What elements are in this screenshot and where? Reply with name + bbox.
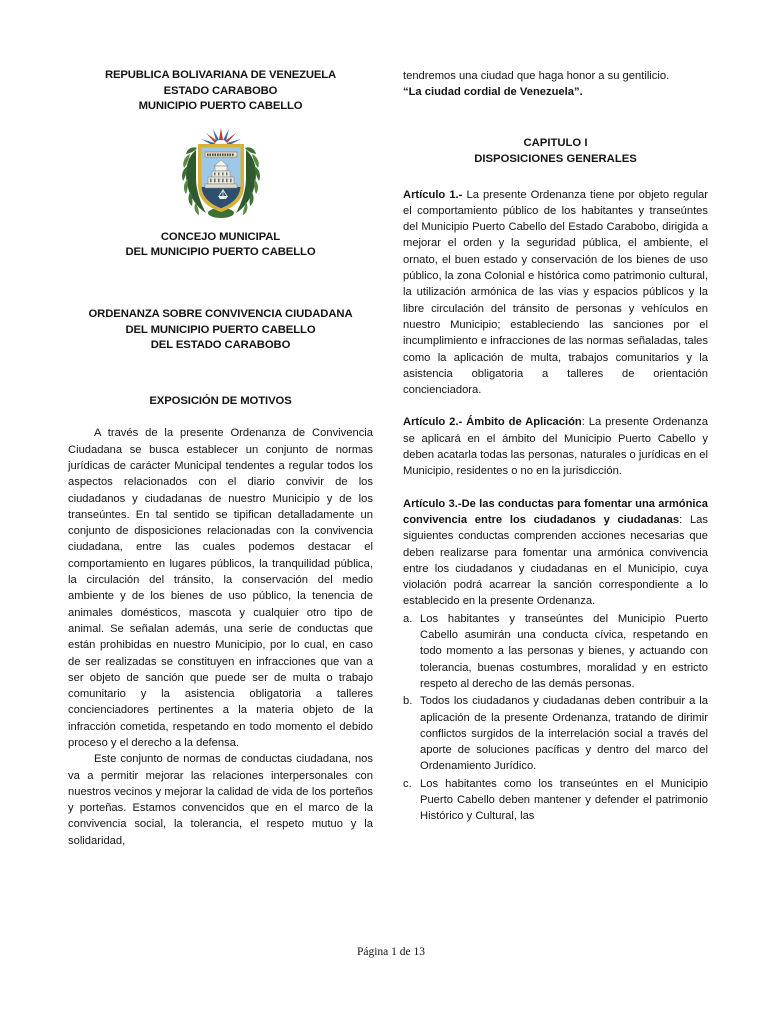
- chapter-heading: [403, 135, 708, 167]
- list-item: [403, 611, 708, 692]
- council-line-2: DEL MUNICIPIO PUERTO CABELLO: [125, 246, 316, 259]
- article-2-text: : La presente Ordenanza se aplicará en el ámbito del Municipio Puerto Cabello y deben acatarla todas las personas, naturales o jurídicas en el Municipio, residentes o no en la jurisdicción.: [403, 416, 708, 478]
- article-2-title: Ámbito de Aplicación: [462, 416, 582, 429]
- council-line-1: CONCEJO MUNICIPAL: [160, 230, 281, 243]
- two-column-layout: [68, 68, 708, 948]
- header-line-municipality: MUNICIPIO PUERTO CABELLO: [138, 100, 303, 113]
- exposicion-paragraph-2: Este conjunto de normas de conductas ciudadana, nos va a permitir mejorar las relaciones interpersonales con nuestros vecinos y mejorar la calidad de vida de los porteños y porteñas. Estamos convencidos que en el marco de la convivencia social, la tolerancia, el respeto mutuo y la solidaridad,: [68, 753, 373, 847]
- list-text-b: Todos los ciudadanos y ciudadanas deben contribuir a la aplicación de la presente Ordenanza, tratando de dirimir conflictos surgidos de la interrelación social a través del aporte de soluciones pacíficas y dentro del marco del Ordenamiento Jurídico.: [420, 695, 708, 773]
- article-3-list: [403, 611, 708, 825]
- ordinance-line-1: ORDENANZA SOBRE CONVIVENCIA CIUDADANA: [88, 307, 353, 320]
- article-3: [403, 496, 708, 610]
- list-item: [403, 776, 708, 825]
- exposicion-paragraph-1: A través de la presente Ordenanza de Convivencia Ciudadana se busca establecer un conjunto de normas jurídicas de carácter Municipal tendentes a regular todos los aspectos relacionados con el diario convivir de los ciudadanos y ciudadanas de nuestro Municipio y de los transeúntes. En tal sentido se tipifican detalladamente un conjunto de disposiciones relacionadas con la convivencia ciudadana, entre las cuales podemos destacar el comportamiento en lugares públicos, la tranquilidad pública, la circulación del tránsito, la conservación del medio ambiente y de los bienes de uso público, la tenencia de animales domésticos, mascota y cualquier otro tipo de animal. Se señalan además, una serie de conductas que están prohibidas en nuestro Municipio, por lo cual, en caso de ser realizadas se constituyen en infracciones que van a ser objeto de sanción que puede ser de multa o trabajo comunitario y la asistencia obligatoria a talleres concienciadores pertinentes a la materia objeto de la infracción cometida, respetando en todo momento el debido proceso y el derecho a la defensa.: [68, 427, 373, 749]
- continuation-text: tendremos una ciudad que haga honor a su gentilicio.: [403, 70, 670, 82]
- list-marker-a: a.: [403, 612, 413, 625]
- chapter-number: CAPITULO I: [523, 136, 588, 149]
- page-footer: [0, 946, 768, 958]
- article-1-text: La presente Ordenanza tiene por objeto regular el comportamiento público de los habitantes y transeúntes del Municipio Puerto Cabello del Estado Carabobo, dirigida a mejorar el orden y la seguridad pública, el ambiente, el ornato, el buen estado y conservación de los bienes de uso público, la zona Colonial e histórica como patrimonio cultural, la utilización armónica de las vias y espacios públicos y la libre circulación del tránsito de personas y vehículos en nuestro Municipio; estableciendo las sanciones por el incumplimiento e infracciones de las normas señaladas, tales como la aplicación de multa, trabajos comunitarios y la asistencia obligatoria a talleres de orientación concienciadora.: [403, 188, 709, 397]
- article-2: [403, 414, 708, 479]
- emblem-container: [68, 124, 373, 220]
- motto-line: “La ciudad cordial de Venezuela”.: [403, 86, 583, 99]
- ordinance-line-2: DEL MUNICIPIO PUERTO CABELLO: [125, 323, 316, 336]
- list-text-a: Los habitantes y transeúntes del Municipio Puerto Cabello asumirán una conducta cívica, respetando en todo momento a las personas y bienes, y actuando con tolerancia, buenas costumbres, moralidad y en estricto respeto al derecho de las demás personas.: [420, 612, 708, 690]
- list-marker-c: c.: [403, 777, 412, 790]
- list-text-c: Los habitantes como los transeúntes en el Municipio Puerto Cabello deben mantener y defender el patrimonio Histórico y Cultural, las: [420, 777, 708, 823]
- article-3-title: De las conductas para fomentar una armónica convivencia entre los ciudadanos y ciudadanas: [403, 497, 708, 526]
- list-item: [403, 693, 708, 774]
- ordinance-line-3: DEL ESTADO CARABOBO: [150, 339, 291, 352]
- section-title-exposicion: EXPOSICIÓN DE MOTIVOS: [149, 394, 292, 407]
- article-1: [403, 187, 708, 399]
- continuation-paragraph: [403, 68, 708, 84]
- article-2-label: Artículo 2.-: [403, 416, 463, 429]
- left-column: [68, 68, 373, 849]
- ordinance-heading: [68, 307, 373, 354]
- republic-header: [68, 68, 373, 115]
- list-marker-b: b.: [403, 695, 413, 708]
- header-line-state: ESTADO CARABOBO: [163, 84, 278, 97]
- council-heading: [68, 230, 373, 261]
- article-3-text: : Las siguientes conductas comprenden acciones necesarias que deben realizarse para fomentar una armónica convivencia entre los ciudadanos y ciudadanas en el Municipio, cuya violación podrá acarrear la sanción correspondiente a lo establecido en la presente Ordenanza.: [403, 513, 708, 608]
- article-3-label: Artículo 3.-: [403, 497, 462, 510]
- chapter-title: DISPOSICIONES GENERALES: [474, 152, 637, 165]
- page-number: Página 1 de 13: [356, 946, 426, 958]
- coat-of-arms-icon: [178, 124, 264, 220]
- header-line-republic: REPUBLICA BOLIVARIANA DE VENEZUELA: [104, 69, 337, 81]
- right-column: [403, 68, 708, 825]
- article-1-label: Artículo 1.-: [403, 188, 463, 201]
